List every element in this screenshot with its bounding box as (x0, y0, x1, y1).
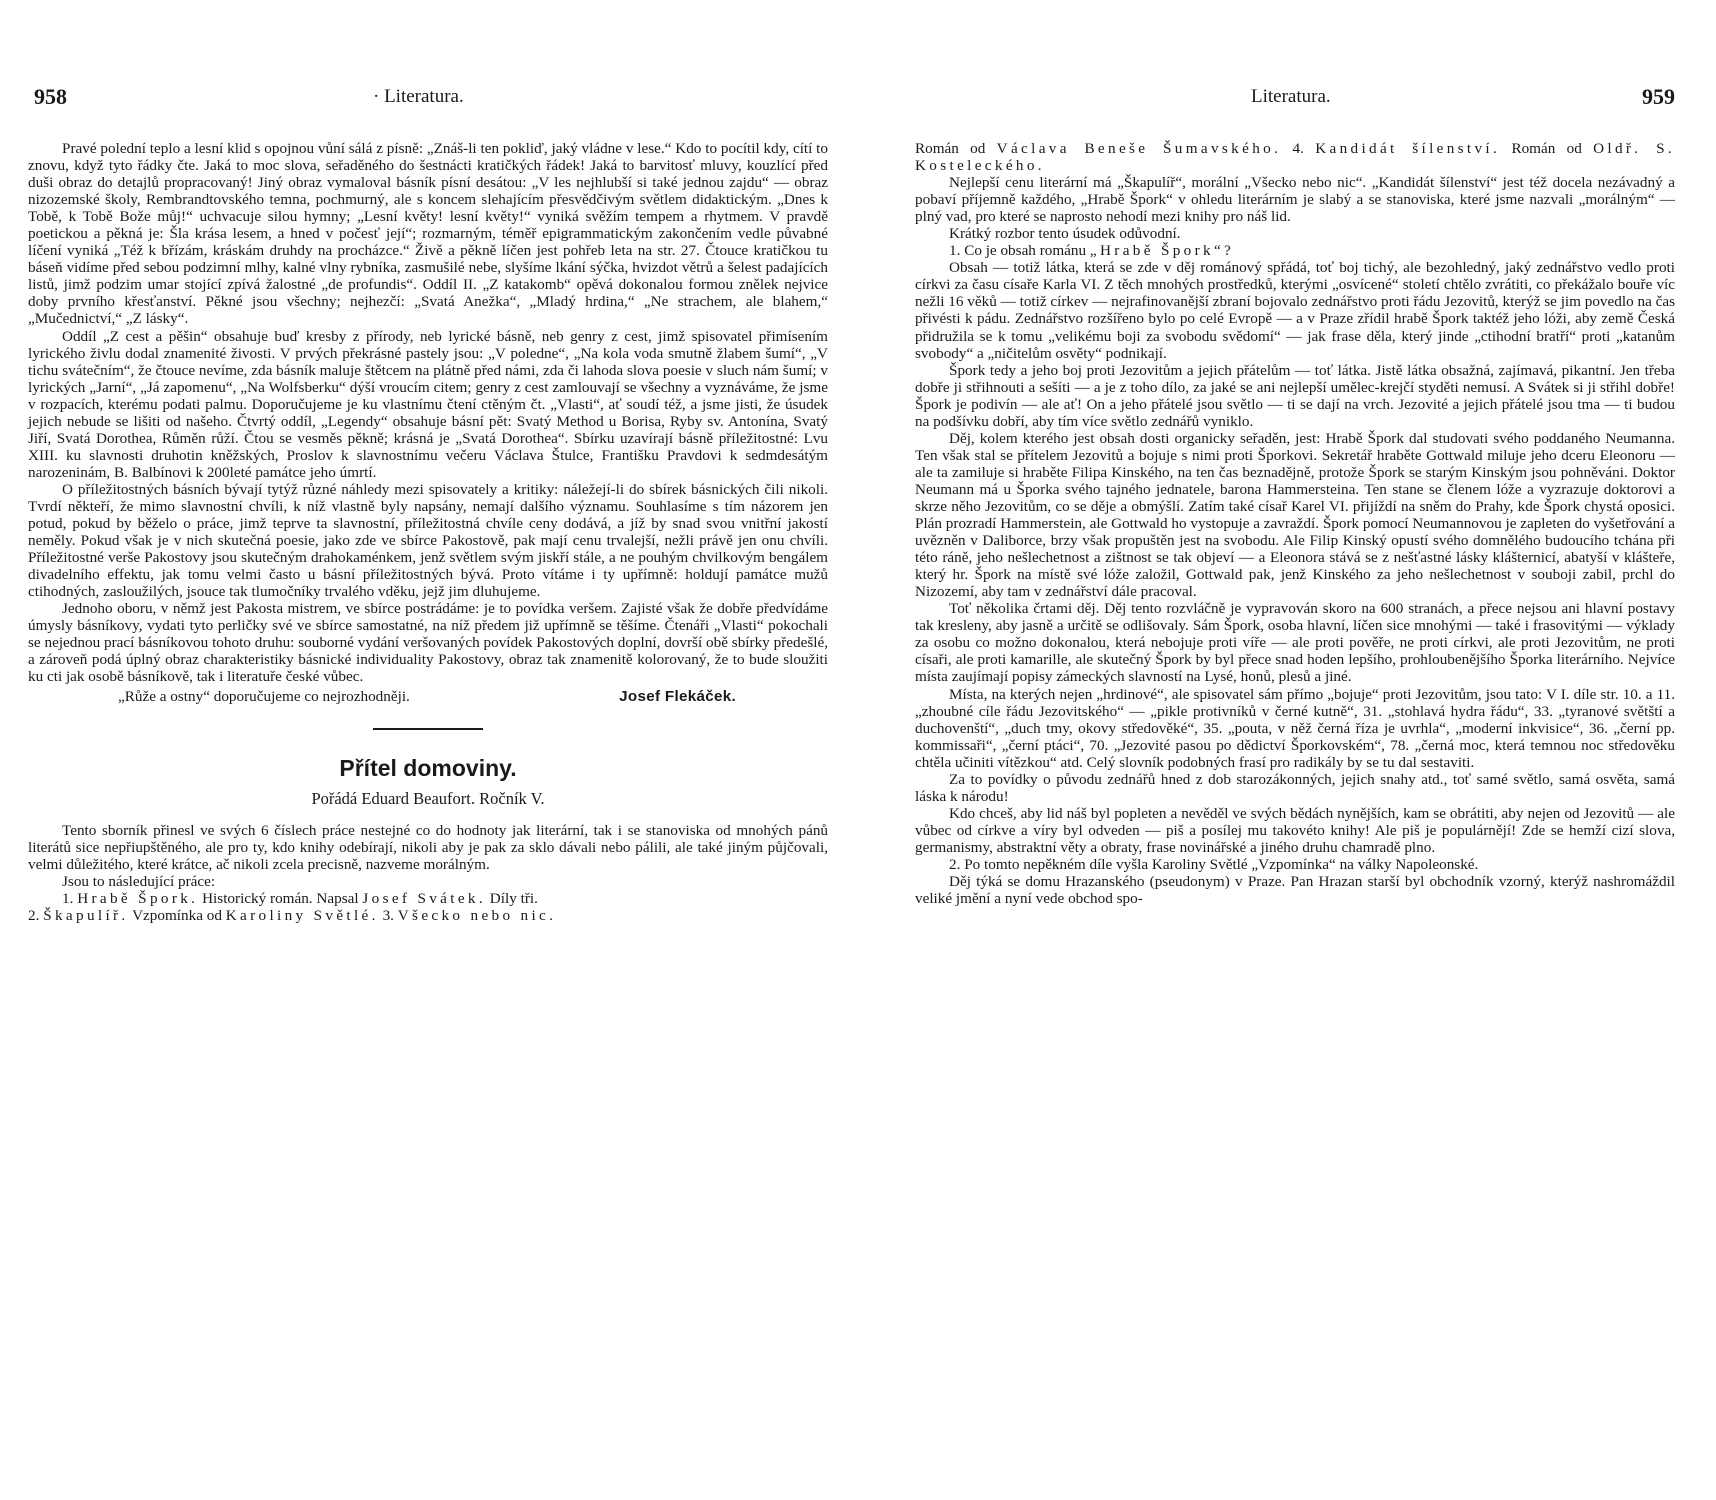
paragraph: Špork tedy a jeho boj proti Jezovitům a jejich přátelům — toť látka. Jistě látka obsažná, zajímavá, pikantní. Jen třeba dobře ji střihnouti a sešíti — a je z toho dílo, za jaké se ani nejlepší umělec-krejčí styděti nemusí. A Svátek si ji střihl dobře! Špork je podivín — ale ať! On a jeho přátelé jsou světlo — ti se dají na vrch. Jezovité a jejich přátelé jsou tma — ti budou na podšívku dobří, aby tím více světlo zednářů vyniklo. (915, 361, 1675, 430)
page-right (915, 0, 1675, 1500)
work-author: Oldř. S. Kosteleckého. (915, 140, 1676, 175)
paragraph: Nejlepší cenu literární má „Škapulíř“, morální „Všecko nebo nic“. „Kandidát šílenství“ jest též docela nezávadný a pobaví příjemně každého, „Hrabě Špork“ v ohledu literárním je slabý a se stanoviska, které jsme nazvali „morálným“ — plný vad, pro které se naprosto nehodí mezi knihy pro náš lid. (915, 174, 1675, 226)
paragraph: Pravé polední teplo a lesní klid s opojnou vůní sálá z písně: „Znáš-li ten pokliď, jaký vládne v lese.“ Kdo to pocítil kdy, cítí to znovu, když tyto řádky čte. Jaká to moc slova, seřaděného do šestnácti kratičkých řádek! Jaká to barvitosť mluvy, kouzlící před duši obraz do detajlů propracovaný! Jiný obraz vymaloval básník písní desátou: „V les nejhlubší si také jednou zajdu“ — obraz nizozemské školy, Rembrandtovského temna, pochmurný, ale s koncem slehajícím přesvědčivým světlem didaktickým. „Dnes k Tobě, k Tobě Bože můj!“ uchvacuje silou hymny; „Lesní květy! lesní květy!“ vyniká svěžím tempem a rhytmem. V pravdě poetickou a pěkná je: Šla krása lesem, a hned v počesť její“; rozmarným, téměř epigrammatickým zakončením vedle půvabné líčení vyniká „Též k břízám, kráskám druhdy na procházce.“ Živě a pěkně líčen jest pohřeb leta na str. 27. Čtouce kratičkou tu báseň vidíme před sebou podzimní mlhy, kalné vlny rybníka, zasmušilé nebe, slyšíme lkání sýčka, hvizdot větrů a šelest padajících listů, jimž podzim umar stojící zpívá žalostné „de profundis“. Oddíl II. „Z katakomb“ opěvá dokonalou formou znělek nejvice doby prvního křesťanství. Pěkné jsou všechny; nejhezčí: „Svatá Anežka“, „Mladý hrdina,“ „Ne strachem, ale blahem,“ „Mučednictví,“ „Z lásky“. (28, 140, 828, 328)
page-number: 959 (1642, 84, 1675, 109)
paragraph: Za to povídky o původu zednářů hned z dob starozákonných, jejich snahy atd., toť samé světlo, samá osvěta, samá láska k národu! (915, 770, 1675, 805)
paragraph: 2. Po tomto nepěkném díle vyšla Karoliny Světlé „Vzpomínka“ na války Napoleonské. (949, 855, 1479, 873)
work-title: Hrabě Špork. (77, 889, 199, 907)
author-signature: Josef Flekáček. (619, 687, 736, 705)
paragraph: Oddíl „Z cest a pěšin“ obsahuje buď kresby z přírody, neb lyrické básně, neb genry z cest, jimž spisovatel přimísením lyrického živlu dodal znamenité živosti. V prvých překrásné pastely jsou: „V poledne“, „Na kola voda smutně žlabem šumí“, „V tichu svátečním“, že čtouce nevíme, zda básník maluje štětcem na plátně před námi, zda či lahoda slova poesie v sluch nám šumí; v lyrických „Jarní“, „Já zapomenu“, „Na Wolfsberku“ dýší vroucím citem; genry z cest zamlouvají se všechny a vyznáváme, že jsme v rozpacích, kterému podati palmu. Doporučujeme je ku vlastnímu čtení ctěným čt. „Vlasti“, ať soudí též, a jsme jisti, že úsudek jejich nebude se lišiti od našeho. Čtvrtý oddíl, „Legendy“ obsahuje básní pět: Svatý Method u Borisa, Ryby sv. Antonína, Svatý Jiří, Svatá Dorothea, Růměn růží. Čtou se vesměs pěkně; krásná je „Svatá Dorothea“. Sbírku uzavírají básně příležitostné: Lvu XIII. ku slavnosti druhotin kněžských, Proslov k slavnostnímu večeru Václava Štulce, Františku Pravdovi k sedmdesátým narozeninám, B. Balbínovi k 200leté památce jeho úmrtí. (28, 327, 828, 481)
section-subtitle: Pořádá Eduard Beaufort. Ročník V. (311, 788, 545, 808)
recommendation-line: „Růže a ostny“ doporučujeme co nejrozhodněji. (118, 687, 410, 705)
paragraph: Jsou to následující práce: (62, 872, 216, 890)
paragraph: Toť několika črtami děj. Děj tento rozvláčně je vypravován skoro na 600 stranách, a přece nejsou ani hlavní postavy tak kresleny, aby jasně a určitě se odlišovaly. Sám Špork, osoba hlavní, líčen sice mnohými — také i frasovitými — výklady za osobu co možno dokonalou, která nebojuje proti víře — ale proti pověře, ne proti církvi, ale proti Jezovitům, ne proti císaři, ale proti kamarille, ale skutečný Špork by byl přece snad hoden lepšího, prohloubenějšího Šporka literárního. Nejvíce místa zaujímají popisy zámeckých slavností na Lysé, honů, plesů a jiné. (915, 600, 1675, 686)
paragraph: Tento sborník přinesl ve svých 6 číslech práce nestejné co do hodnoty jak literární, tak i se stanoviska od mnohých pánů literátů sice nepřiupštěného, ale pro ty, kdo knihy odebírají, nikoli aby je pak za sklo dávali nebo pálili, ale také jiným půjčovali, velmi důležitého, které krátce, ač nikoli zcela precisně, nazveme morálným. (28, 821, 828, 873)
works-list-continuation: Román od Václava Beneše Šumavského. 4. Kandidát šílenství. Román od Oldř. S. Kosteleckého. (915, 140, 1676, 175)
page-left (28, 0, 828, 1500)
paragraph: Místa, na kterých nejen „hrdinové“, ale spisovatel sám přímo „bojuje“ proti Jezovitům, jsou tato: V I. díle str. 10. a 11. „zhoubné cíle řádu Jezovitského“ — „pikle protivníků v černé kutně“, 31. „stohlavá hydra řádu“, 33. „tyranové světští a duchovenští“, „duch tmy, okovy středověké“, 35. „pouta, v něž černá říza je uvrhla“, „moderní inkvisice“, 36. „černí pp. kommissaři“, „černí ptáci“, 70. „Jezovité pasou po dědictví Šporkovském“, 78. „černá moc, která temnou noc středověku chtěla učiniti vítězkou“ atd. Celý slovník podobných frasí pro radikály by se tu dal sestaviti. (915, 685, 1675, 771)
review-closing (28, 688, 828, 710)
paragraph: Krátký rozbor tento úsudek odůvodní. (949, 225, 1181, 243)
page-number: 958 (34, 84, 67, 109)
running-head-right (915, 84, 1675, 114)
work-title: „Hrabě Špork“? (1089, 242, 1235, 260)
paragraph: Obsah — totiž látka, která se zde v děj románový spřádá, toť boj tichý, ale bezohledný, jaký zednářstvo vedlo proti církvi za času císaře Karla VI. Z těch mnohých prostředků, kterými „osvícené“ století chtělo zvrátiti, co překážalo bouře víc nežli 16 věků — totiž církev — nejrafinovanější zbraní bojovalo zednářstvo proti řádu Jezovitů, kterýž se jim povedlo na čas přivésti k pádu. Zednářstvo rozšířeno bylo po celé Evropě — a v Praze zřídil hrabě Špork taktéž jeho lóži, aby země Česká přidružila se k tomu „velikému boji za svobodu svědomí“ — jak frase děla, který jinde „ctihodní bratří“ proti „katanům svobody“ a „ničitelům osvěty“ podnikají. (915, 259, 1675, 362)
work-author: Karoliny Světlé. (225, 906, 379, 924)
paragraph: Děj, kolem kterého jest obsah dosti organicky seřaděn, jest: Hrabě Špork dal studovati svého poddaného Neumanna. Ten však stal se přítelem Jezovitů a bojuje s nimi proti Šporkovi. Sekretář hraběte Gottwald miluje jeho dceru Eleonoru — ale ta zamiluje si hraběte Filipa Kinského, na ten čas beznadějně, protože Špork se starým Kinským jsou pohněváni. Doktor Neumann má u Šporka svého tajného jednatele, barona Hammersteina. Ten stane se členem lóže a vyzrazuje doktorovi a skrze něho Jezovitům, co se děje a obmýšlí. Zatím také císař Karel VI. přijíždí na sněm do Prahy, kde Špork chystá oposici. Plán prozradí Hammerstein, ale Gottwald ho vystopuje a zavraždí. Špork pomocí Neumannovou je zapleten do vyšetřování a uvězněn v Daliborce, brzy však propuštěn jest na svobodu. Ale Filip Kinský opustí svého domnělého budoucího tchána při této ráně, jeho nešlechetnost a zištnost se tak objeví — a Eleonora stává se z nešťastné lásky klášternicí, abatyší v klášteře, který hr. Špork na místě své lóže založil, Gottwald pak, jenž Kinského za jeho nešlechetnost v souboji zabil, prchl do Nizozemí, aby tam v zednářství dále pracoval. (915, 429, 1675, 601)
section-title: Přítel domoviny. (339, 754, 517, 781)
left-page-body (28, 140, 828, 924)
work-author: Josef Svátek. (362, 889, 486, 907)
work-author: Václava Beneše Šumavského. (996, 140, 1282, 157)
works-list-item: 2. Škapulíř. Vzpomínka od Karoliny Světlé. 3. Všecko nebo nic. (28, 906, 557, 924)
work-title: Škapulíř. (43, 906, 129, 924)
work-title: Kandidát šílenství. (1315, 140, 1501, 157)
paragraph: O příležitostných básních bývají tytýž různé náhledy mezi spisovately a kritiky: náležejí-li do sbírek básnických čili nikoli. Tvrdí někteří, že mimo slavnostní chvíli, k níž vlastně byly napsány, nemají dalšího významu. Souhlasíme s tím názorem jen potud, pokud by běželo o práce, jimž teprve ta slavnostní, příležitostná chvíle ceny dodává, a jíž by snad svou vnitřní jakostí neměly. Pokud však je v nich skutečná poesie, jako zde ve sbírce Pakostově, pak mají cenu trvalejší, nežli právě jen onu chvíli. Příležitostné verše Pakostovy jsou skutečným drahokaménkem, jenž světlem svým jiskří stále, a ne pouhým chvilkovým bengálem divadelního effektu, jak tomu velmi často u básní příležitostných bývá. Proto vítáme i ty upřímně: holdují památce mužů ctihodných, zasloužilých, jsouce tak tlumočníky trvalého vděku, jejž jim dluhujeme. (28, 480, 828, 601)
work-title: Všecko nebo nic. (397, 906, 557, 924)
question-heading: 1. Co je obsah románu „Hrabě Špork“? (949, 242, 1235, 260)
running-title: · Literatura. (373, 86, 464, 107)
right-page-body (915, 140, 1675, 907)
paragraph: Jednoho oboru, v němž jest Pakosta mistrem, ve sbírce postrádáme: je to povídka veršem. Zajisté však že dobře předvídáme úmysly básníkovy, vydati tyto perličky své ve sbírce samostatné, na níž předem již upřímně se těšíme. Čtenáři „Vlasti“ pokochali se nejednou prací básníkovou tohoto druhu: souborné vydání veršovaných povídek Pakostových doplní, dovrší obě sbírky předešlé, a zároveň podá úplný obraz charakteristiky básnické individuality Pakostovy, obraz tak znamenitě kolorovaný, že to bude sloužiti ku cti jak osobě básníkově, tak i literatuře české vůbec. (28, 600, 828, 686)
paragraph: Kdo chceš, aby lid náš byl popleten a nevěděl ve svých bědách nynějších, kam se obrátiti, aby nejen od Jezovitů — ale vůbec od církve a víry byl odveden — piš a posílej mu takovéto knihy! Ale piš je populárnějí! Zde se hemží cizí slova, germanismy, abstraktní věty a obraty, frase novinářské a jiného druhu chamradě plno. (915, 804, 1675, 856)
running-title: Literatura. (1251, 86, 1331, 107)
section-divider (373, 728, 483, 730)
paragraph: Děj týká se domu Hrazanského (pseudonym) v Praze. Pan Hrazan starší byl obchodník vzorný, kterýž nashromáždil veliké jmění a nyní vede obchod spo- (915, 873, 1675, 908)
running-head-left (28, 84, 828, 114)
works-list-item: 1. Hrabě Špork. Historický román. Napsal Josef Svátek. Díly tři. (62, 889, 538, 907)
